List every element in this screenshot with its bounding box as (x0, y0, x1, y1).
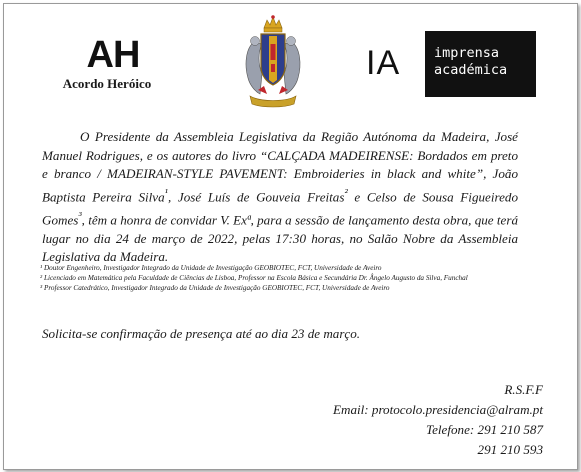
paragraph-part-3: e Celso de Sousa Figueiredo Gomes (42, 189, 519, 228)
footnote-mark-1: ¹ (164, 186, 168, 199)
contact-phone-1: Telefone: 291 210 587 (426, 422, 543, 437)
ah-logo-mark: AH (86, 34, 140, 76)
paragraph-part-2: , José Luís de Gouveia Freitas (167, 189, 345, 205)
paragraph-part-1: O Presidente da Assembleia Legislativa da Região Autónoma da Madeira, José Manuel Rodrigues, e os autores do livro “CALÇADA MADEIRENSE: Bordados em preto e branco / MADEIRAN-STYLE PAVEMENT: Embroideries in black and white”, João Baptista Pereira Silva (42, 129, 518, 205)
invitation-paragraph (42, 128, 518, 267)
ah-logo-subtitle: Acordo Heróico (62, 76, 152, 91)
contact-phone-2: 291 210 593 (477, 442, 543, 457)
footnotes (40, 263, 560, 293)
ia-logo-mark: IA (366, 44, 401, 82)
invitation-card (3, 3, 578, 470)
acordo-heroico-logo (62, 34, 158, 92)
footnote-mark-2: ² (344, 186, 348, 199)
footnote-mark-3: ³ (78, 209, 82, 222)
ia-box-line2: académica (434, 62, 508, 78)
imprensa-academica-logo (425, 31, 536, 97)
contact-block (333, 380, 543, 460)
rsff-text: R.S.F.F (504, 382, 543, 397)
rsvp-note: Solicita-se confirmação de presença até ao dia 23 de março. (42, 326, 361, 341)
regional-coat-of-arms-icon (240, 14, 306, 110)
footnote-3: ³ Professor Catedrático, Investigador Integrado da Unidade de Investigação GEOBIOTEC, FCT, Universidade de Aveiro (40, 284, 390, 292)
ia-box-line1: imprensa (434, 45, 500, 61)
footnote-1: ¹ Doutor Engenheiro, Investigador Integrado da Unidade de Investigação GEOBIOTEC, FCT, Universidade de Aveiro (40, 264, 382, 272)
contact-email: Email: protocolo.presidencia@alram.pt (332, 402, 543, 417)
paragraph-part-4: , têm a honra de convidar V. Exª, para a sessão de lançamento desta obra, que terá lugar no dia 24 de março de 2022, pelas 17:30 horas, no Salão Nobre da Assembleia Legislativa da Madeira. (42, 212, 518, 265)
footnote-2: ² Licenciado em Matemática pela Faculdade de Ciências de Lisboa, Professor na Escola Básica e Secundária Dr. Ângelo Augusto da Silva, Funchal (40, 274, 468, 282)
